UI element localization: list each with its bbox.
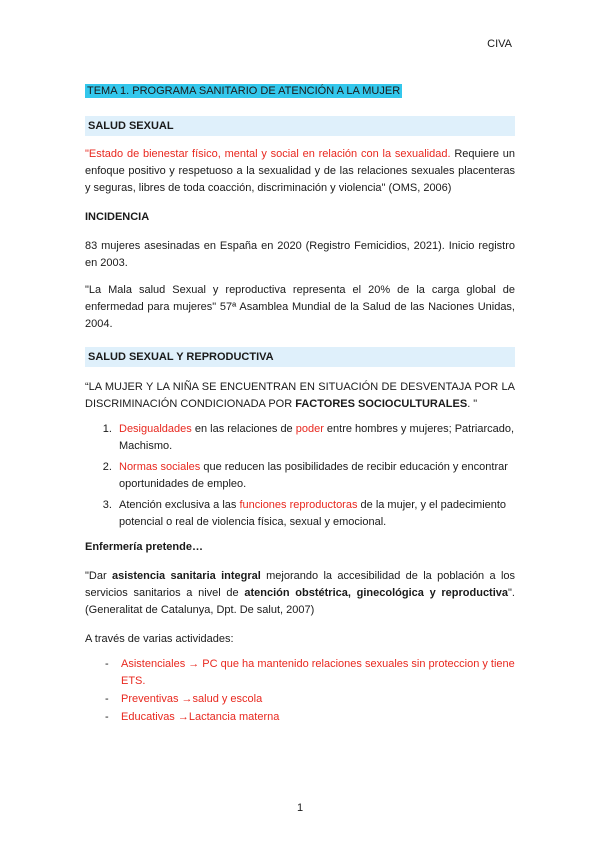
quote-bold: FACTORES SOCIOCULTURALES <box>295 398 468 410</box>
list-item-text: en las relaciones de <box>191 423 296 435</box>
section-heading-salud-sexual: SALUD SEXUAL <box>85 116 515 136</box>
definition-paragraph <box>85 146 515 197</box>
header-label: CIVA <box>487 38 512 50</box>
definition-highlight: "Estado de bienestar físico, mental y social en relación con la sexualidad. <box>85 148 451 160</box>
dash-bullet: - <box>105 711 109 723</box>
title-line <box>85 84 515 98</box>
nursing-heading: Enfermería pretende… <box>85 541 203 553</box>
definition-text: Requiere un enfoque positivo y respetuoso a la sexualidad y de las relaciones sexuales placenteras y seguras, libres de toda coacción, discriminación y violencia" (OMS, 2006) <box>85 148 515 194</box>
quote-end: . " <box>467 398 478 410</box>
activity-text: Educativas →Lactancia materna <box>121 711 280 723</box>
incidence-paragraph-1: 83 mujeres asesinadas en España en 2020 (Registro Femicidios, 2021). Inicio registro en 2003. <box>85 240 515 269</box>
incidence-paragraph-2: "La Mala salud Sexual y reproductiva representa el 20% de la carga global de enfermedad para mujeres" 57ª Asamblea Mundial de la Salud de las Naciones Unidas, 2004. <box>85 284 515 330</box>
list-item <box>115 497 515 531</box>
activities-list <box>85 656 515 726</box>
list-item-highlight: Desigualdades <box>119 423 192 435</box>
list-item <box>85 709 515 726</box>
list-item <box>115 459 515 493</box>
page-number: 1 <box>296 802 304 814</box>
list-item-text: de la mujer, y el padecimiento potencial o real de violencia física, sexual y emocional. <box>119 499 507 528</box>
nursing-bold: asistencia sanitaria integral <box>111 570 261 582</box>
list-item-text: entre hombres y mujeres; Patriarcado, Machismo. <box>119 423 515 452</box>
list-item <box>115 421 515 455</box>
activities-intro: A través de varias actividades: <box>85 633 234 645</box>
dash-bullet: - <box>105 693 109 705</box>
nursing-paragraph <box>85 568 515 619</box>
activity-text: Preventivas →salud y escola <box>121 693 263 705</box>
activity-text: Asistenciales → PC que ha mantenido relaciones sexuales sin proteccion y tiene ETS. <box>121 658 515 687</box>
list-item-highlight: poder <box>295 423 324 435</box>
list-item-text: que reducen las posibilidades de recibir educación y encontrar oportunidades de empleo. <box>119 461 508 490</box>
nursing-text: mejorando la accesibilidad de la población a los servicios sanitarios a nivel de <box>85 570 516 599</box>
quote-paragraph <box>85 379 515 413</box>
list-item-text: Atención exclusiva a las <box>119 499 240 511</box>
nursing-text: ". (Generalitat de Catalunya, Dpt. De salut, 2007) <box>85 587 515 616</box>
dash-bullet: - <box>105 658 109 670</box>
section-heading-salud-reproductiva: SALUD SEXUAL Y REPRODUCTIVA <box>85 347 515 367</box>
page-title: TEMA 1. PROGRAMA SANITARIO DE ATENCIÓN A LA MUJER <box>87 85 401 97</box>
list-item-highlight: funciones reproductoras <box>239 499 358 511</box>
nursing-text: "Dar <box>85 570 112 582</box>
document-body <box>85 84 515 727</box>
list-item <box>85 691 515 708</box>
list-item-highlight: Normas sociales <box>119 461 201 473</box>
factors-list <box>85 421 515 531</box>
sub-heading-incidencia: INCIDENCIA <box>85 211 150 223</box>
list-item <box>85 656 515 690</box>
quote-text: “LA MUJER Y LA NIÑA SE ENCUENTRAN EN SITUACIÓN DE DESVENTAJA POR LA DISCRIMINACIÓN CONDICIONADA POR <box>85 381 515 410</box>
nursing-bold: atención obstétrica, ginecológica y reproductiva <box>244 587 509 599</box>
